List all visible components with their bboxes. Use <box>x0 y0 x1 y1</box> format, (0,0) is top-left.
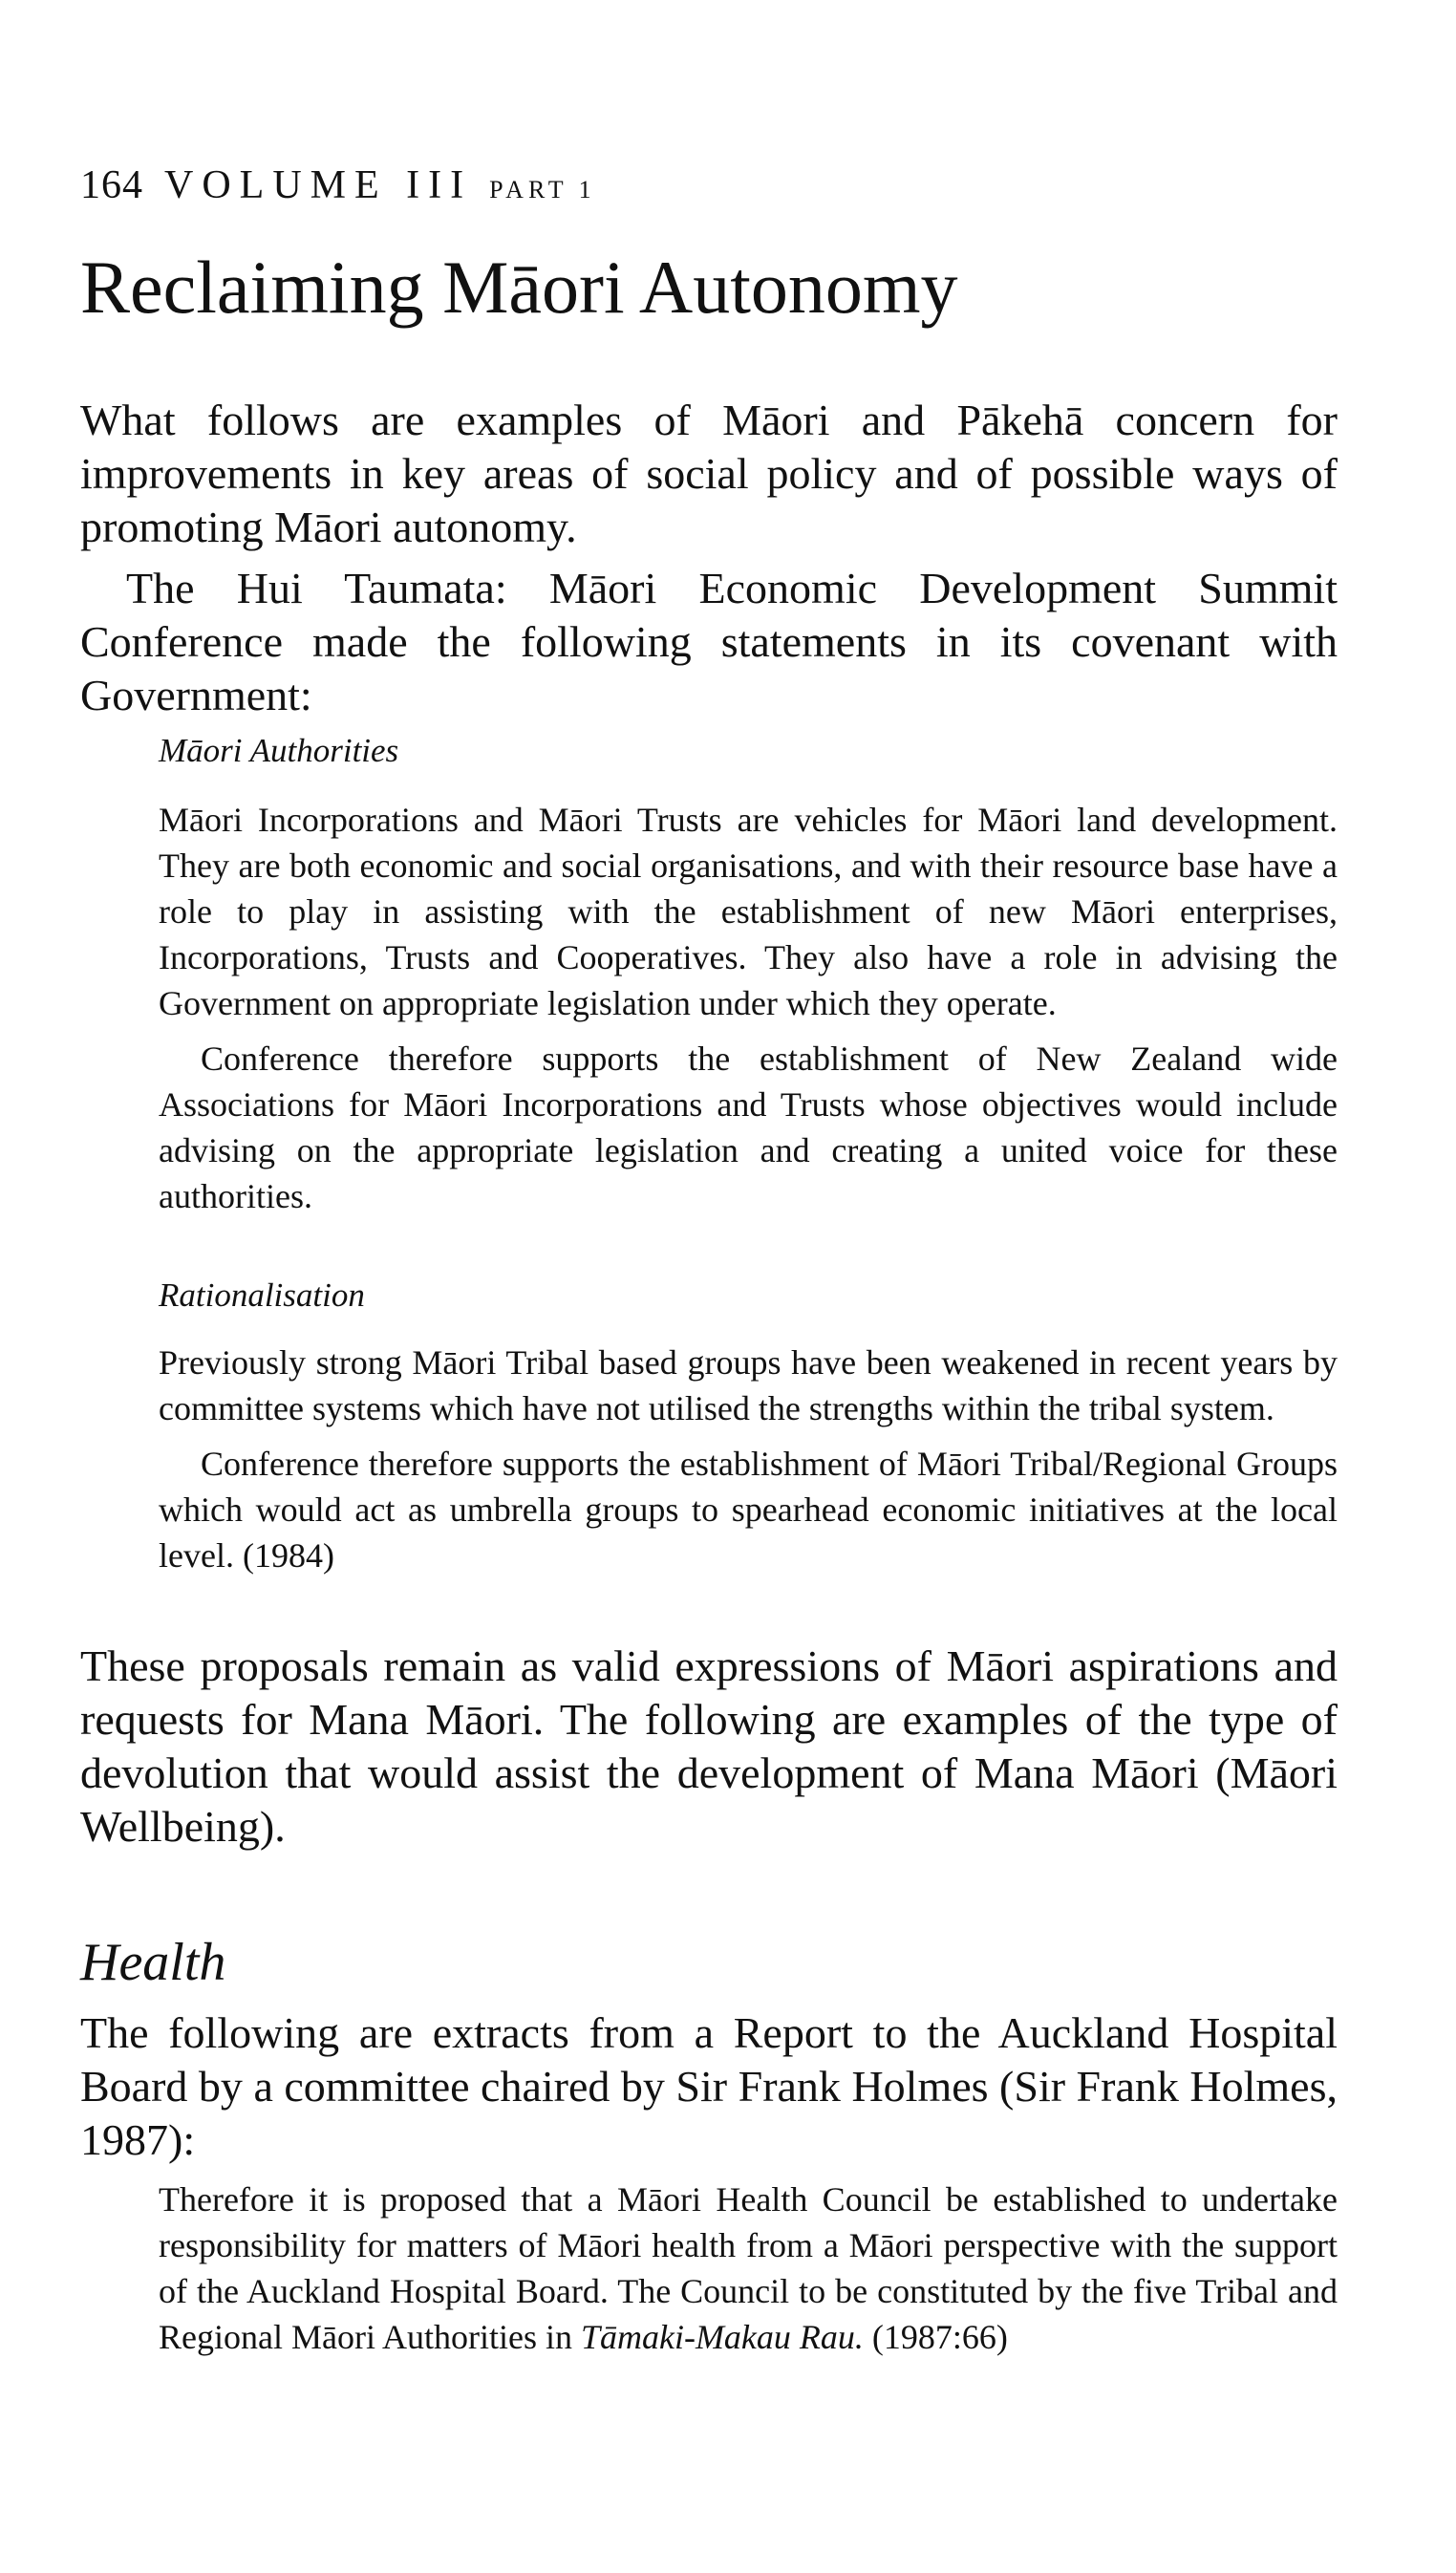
proposals-paragraph: These proposals remain as valid expressions of Māori aspirations and requests for Mana Māori. The following are examples of the type of devolution that would assist the development of Mana Māori (Māori Wellbeing). <box>80 1641 1338 1851</box>
quote-paragraph: Previously strong Māori Tribal based groups have been weakened in recent years by committee systems which have not utilised the strengths within the tribal system. <box>159 1343 1338 1427</box>
quote-heading-rationalisation: Rationalisation <box>159 1276 365 1314</box>
quote-heading-maori-authorities: Māori Authorities <box>159 732 399 769</box>
part-label: PART 1 <box>489 176 596 204</box>
quote-paragraph: Māori Incorporations and Māori Trusts are vehicles for Māori land development. They are both economic and social organisations, and with their resource base have a role to play in assisting with the establishment of new Māori enterprises, Incorporations, Trusts and Cooperatives. They also have a role in advising the Government on appropriate legislation under which they operate. <box>159 801 1338 1022</box>
health-quote-text: Therefore it is proposed that a Māori Health Council be established to undertake responsibility for matters of Māori health from a Māori perspective with the support of the Auckland Hospital Board. The Council to be constituted by the five Tribal and Regional Māori Authorities in <box>159 2180 1338 2356</box>
section-heading-health: Health <box>80 1933 226 1992</box>
citation: (1987:66) <box>871 2318 1008 2356</box>
health-intro-paragraph: The following are extracts from a Report to the Auckland Hospital Board by a committee chaired by Sir Frank Holmes (Sir Frank Holmes, 1987): <box>80 2008 1338 2164</box>
chapter-title: Reclaiming Māori Autonomy <box>80 246 958 329</box>
page-number: 164 <box>80 163 143 207</box>
place-name: Tāmaki-Makau Rau. <box>580 2318 864 2356</box>
running-head <box>80 162 596 208</box>
intro-paragraph: What follows are examples of Māori and Pākehā concern for improvements in key areas of social policy and of possible ways of promoting Māori autonomy. <box>80 396 1338 551</box>
health-quote-paragraph <box>159 2176 1338 2360</box>
hui-quote-block <box>159 732 1338 1578</box>
quote-paragraph: Conference therefore supports the establishment of New Zealand wide Associations for Māori Incorporations and Trusts whose objectives would include advising on the appropriate legislation and creating a united voice for these authorities. <box>159 1040 1338 1215</box>
health-quote-block <box>159 2176 1338 2360</box>
hui-paragraph: The Hui Taumata: Māori Economic Development Summit Conference made the following statements in its covenant with Government: <box>80 564 1338 719</box>
quote-paragraph: Conference therefore supports the establishment of Māori Tribal/Regional Groups which would act as umbrella groups to spearhead economic initiatives at the local level. (1984) <box>159 1445 1338 1575</box>
volume-label: VOLUME III <box>164 163 473 207</box>
